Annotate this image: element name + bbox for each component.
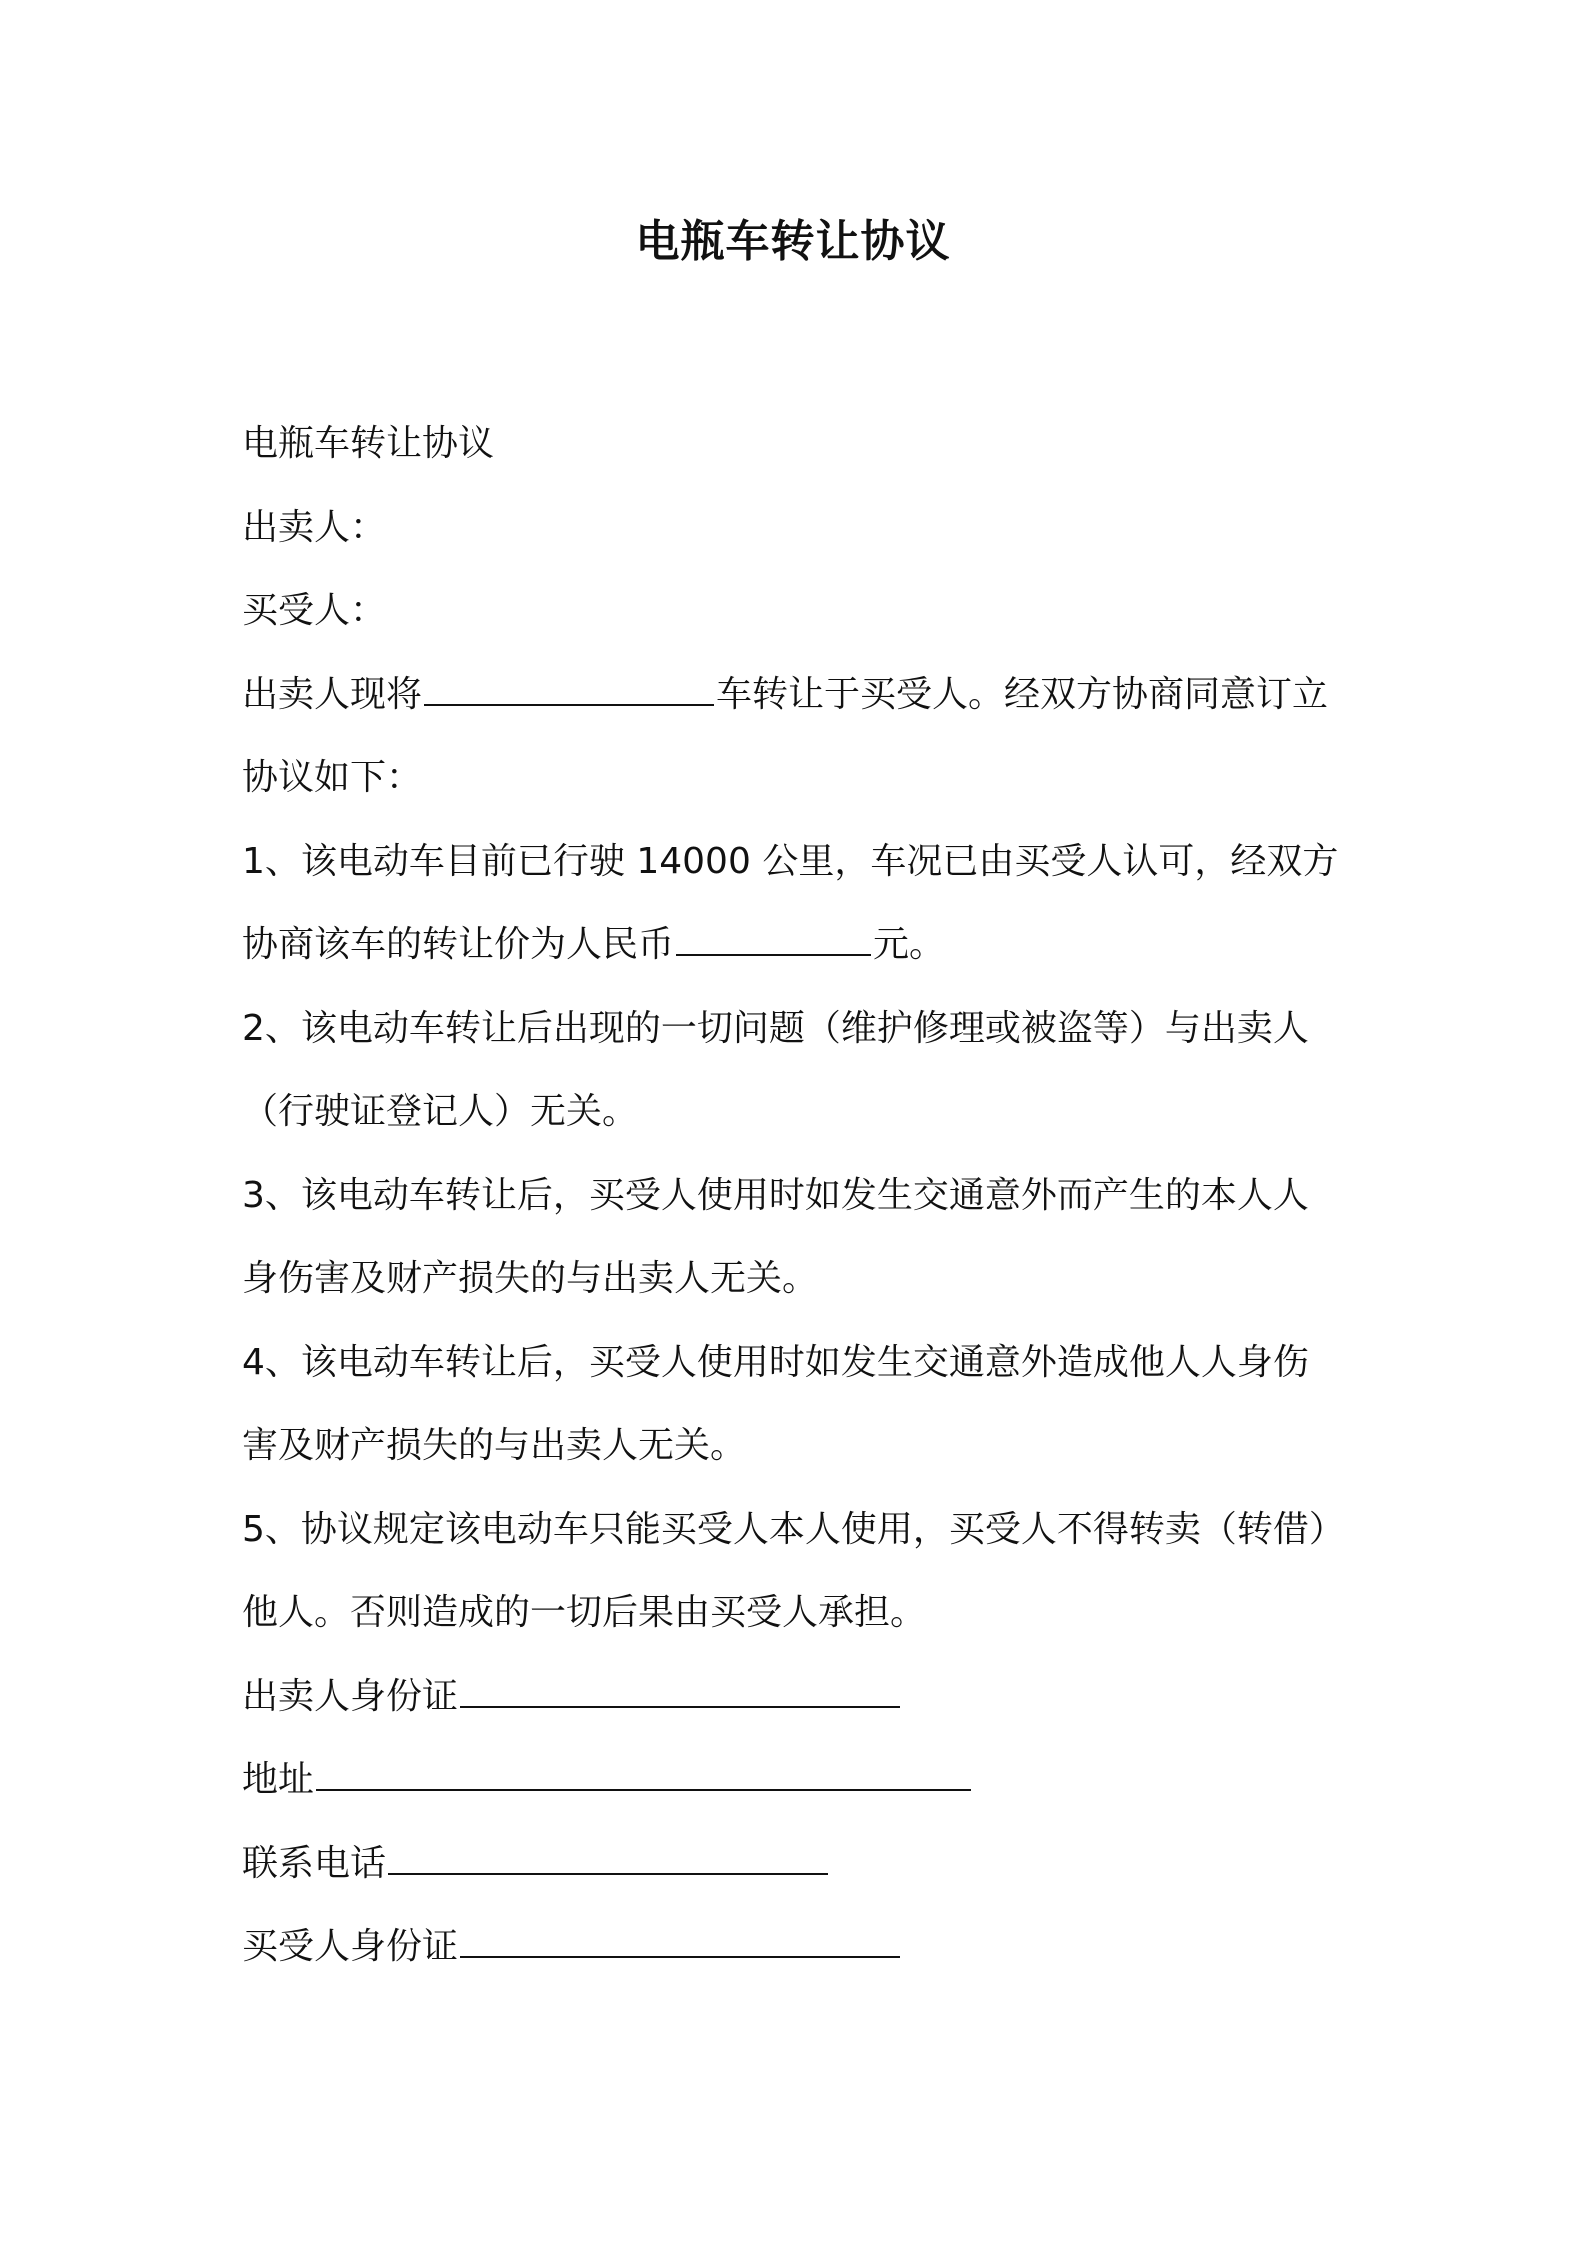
- phone-label: 联系电话: [242, 1842, 387, 1884]
- clause-2-line-1: 2、该电动车转让后出现的一切问题（维护修理或被盗等）与出卖人: [242, 1007, 1309, 1049]
- address-blank: [316, 1759, 971, 1791]
- intro-text-part2: 车转让于买受人。经双方协商同意订立: [716, 673, 1329, 715]
- clause-1-text-part2: 元。: [873, 924, 946, 965]
- address-row: [242, 1738, 1372, 1822]
- phone-row: [242, 1822, 1372, 1906]
- seller-id-row: [242, 1655, 1372, 1739]
- seller-id-blank: [460, 1676, 900, 1708]
- document-subtitle: 电瓶车转让协议: [242, 423, 495, 464]
- seller-label: 出卖人：: [242, 506, 387, 548]
- address-label: 地址: [242, 1759, 315, 1800]
- phone-blank: [388, 1843, 828, 1875]
- clause-2-line-2: （行驶证登记人）无关。: [242, 1091, 639, 1132]
- price-blank: [676, 924, 871, 956]
- clause-1-line-2: [242, 903, 1372, 987]
- clause-1-text-part1: 协商该车的转让价为人民币: [242, 924, 675, 965]
- intro-text-part1: 出卖人现将: [242, 673, 423, 715]
- document-body: [242, 402, 1372, 1989]
- clause-1-line-1: 1、该电动车目前已行驶 14000 公里，车况已由买受人认可，经双方: [242, 840, 1339, 882]
- vehicle-blank: [424, 674, 714, 706]
- clause-3-line-2: 身伤害及财产损失的与出卖人无关。: [242, 1258, 819, 1299]
- buyer-id-label: 买受人身份证: [242, 1926, 459, 1967]
- buyer-label: 买受人：: [242, 590, 387, 631]
- clause-5-line-1: 5、协议规定该电动车只能买受人本人使用，买受人不得转卖（转借）: [242, 1508, 1345, 1550]
- buyer-id-row: [242, 1905, 1372, 1989]
- clause-3-line-1: 3、该电动车转让后，买受人使用时如发生交通意外而产生的本人人: [242, 1174, 1309, 1216]
- clause-5-line-2: 他人。否则造成的一切后果由买受人承担。: [242, 1592, 927, 1633]
- intro-line-1: [242, 653, 1372, 737]
- buyer-id-blank: [460, 1926, 900, 1958]
- document-title: 电瓶车转让协议: [635, 216, 951, 267]
- seller-id-label: 出卖人身份证: [242, 1675, 459, 1717]
- clause-4-line-2: 害及财产损失的与出卖人无关。: [242, 1425, 747, 1466]
- intro-line-2: 协议如下：: [242, 757, 423, 798]
- clause-4-line-1: 4、该电动车转让后，买受人使用时如发生交通意外造成他人人身伤: [242, 1341, 1309, 1383]
